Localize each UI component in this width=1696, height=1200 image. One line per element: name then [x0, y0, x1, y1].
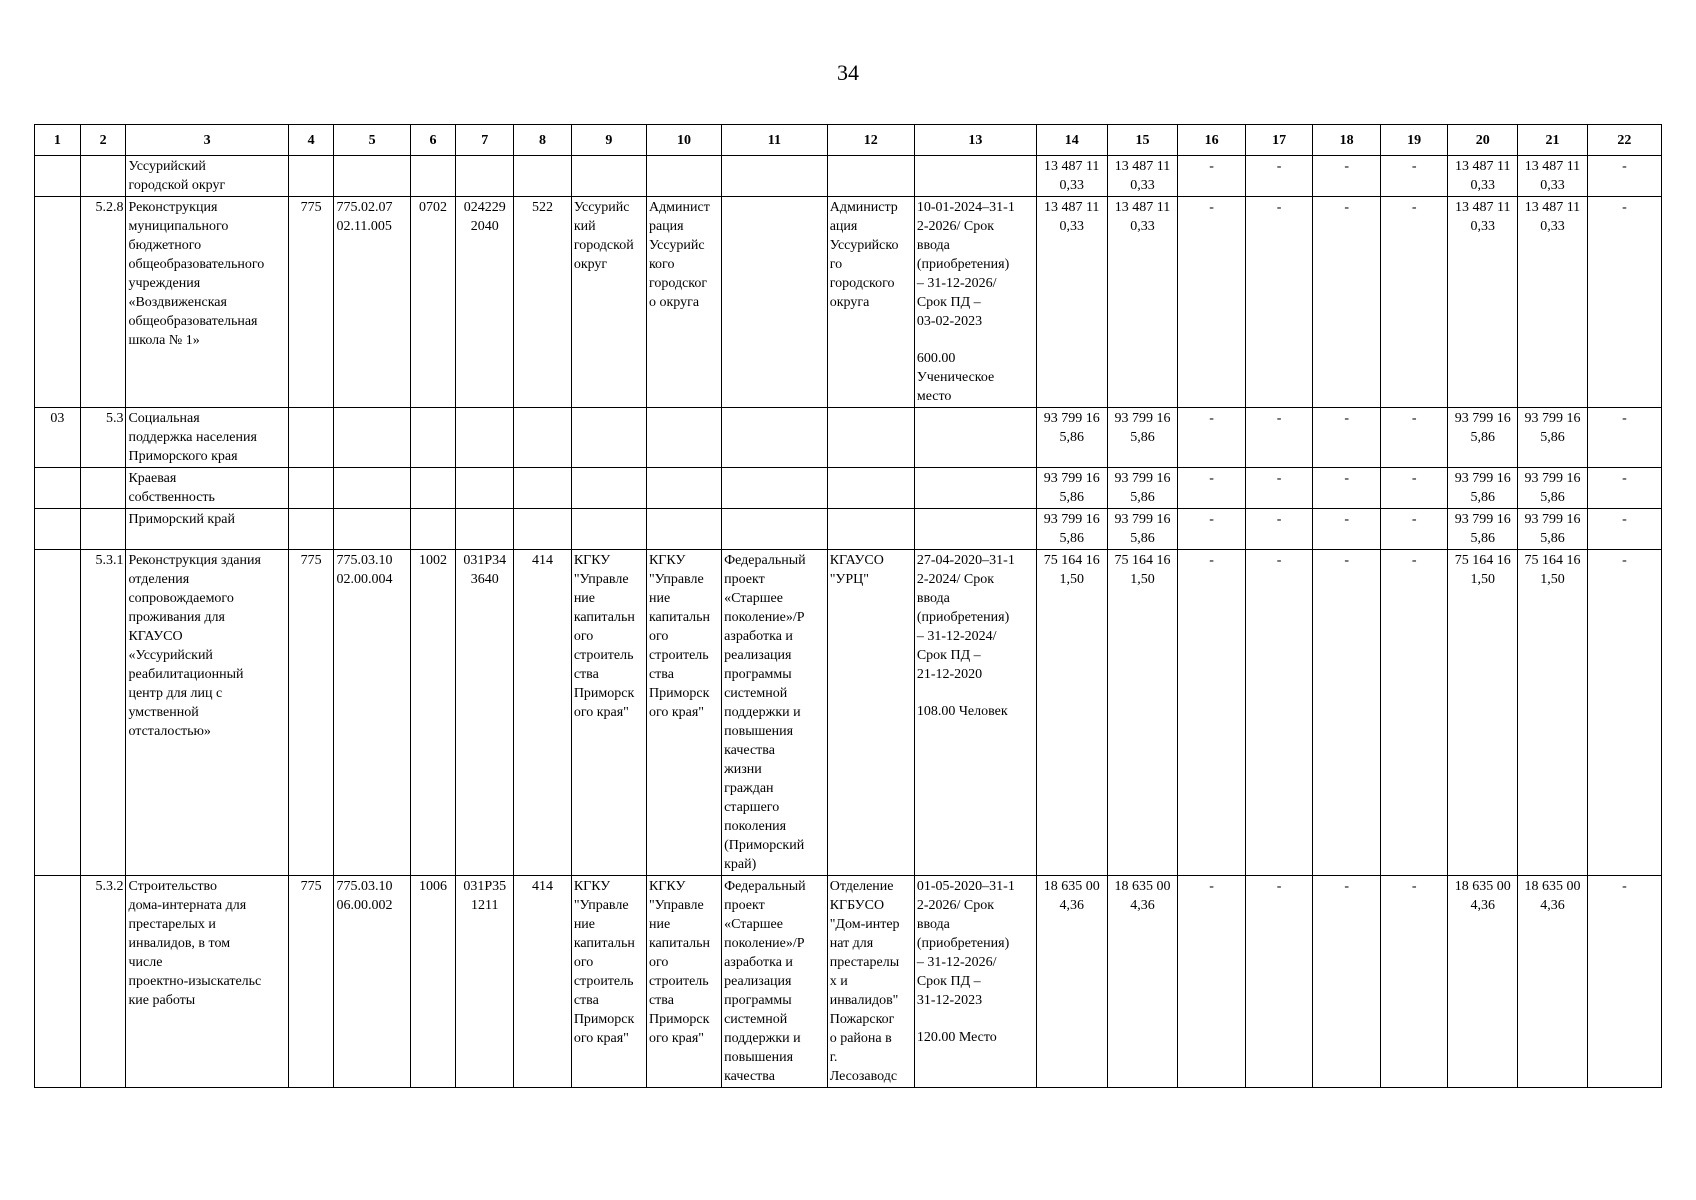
cell-col-4: 775: [288, 876, 334, 1088]
cell-col-13: [914, 550, 1036, 876]
cell-col-14: 93 799 16 5,86: [1036, 509, 1107, 550]
cell-col-10: [646, 408, 721, 468]
cell-col-11: [722, 156, 828, 197]
cell-capacity: 600.00 Ученическое место: [916, 351, 995, 404]
cell-col-19: -: [1380, 550, 1448, 876]
cell-col-17: -: [1245, 197, 1313, 408]
cell-col-18: -: [1313, 197, 1381, 408]
cell-col-22: -: [1587, 156, 1661, 197]
cell-col-22: -: [1587, 408, 1661, 468]
cell-col-10: КГКУ "Управле ние капитальн ого строитель ства Приморск ого края": [646, 876, 721, 1088]
cell-col-11: [722, 509, 828, 550]
column-header-20: 20: [1448, 125, 1518, 156]
cell-col-4: [288, 468, 334, 509]
cell-col-5: [334, 468, 410, 509]
cell-col-19: -: [1380, 468, 1448, 509]
cell-col-15: 93 799 16 5,86: [1107, 408, 1178, 468]
column-header-17: 17: [1245, 125, 1313, 156]
cell-col-16: -: [1178, 156, 1246, 197]
cell-col-19: -: [1380, 197, 1448, 408]
cell-col-2: 5.2.8: [80, 197, 126, 408]
cell-col-4: [288, 509, 334, 550]
table-row: [35, 156, 1662, 197]
cell-col-6: 0702: [410, 197, 456, 408]
cell-col-12: КГАУСО "УРЦ": [827, 550, 914, 876]
cell-col-4: [288, 408, 334, 468]
cell-col-14: 13 487 11 0,33: [1036, 156, 1107, 197]
cell-col-20: 18 635 00 4,36: [1448, 876, 1518, 1088]
cell-col-22: -: [1587, 468, 1661, 509]
cell-col-19: -: [1380, 509, 1448, 550]
cell-col-4: [288, 156, 334, 197]
cell-col-10: [646, 468, 721, 509]
column-header-5: 5: [334, 125, 410, 156]
cell-col-17: -: [1245, 156, 1313, 197]
cell-col-15: 93 799 16 5,86: [1107, 509, 1178, 550]
cell-col-19: -: [1380, 408, 1448, 468]
cell-col-3: Реконструкция здания отделения сопровождаемого проживания для КГАУСО «Уссурийский реабилитационный центр для лиц с умственной отсталостью»: [126, 550, 288, 876]
cell-col-5: [334, 509, 410, 550]
cell-col-18: -: [1313, 408, 1381, 468]
cell-col-16: -: [1178, 509, 1246, 550]
cell-col-21: 18 635 00 4,36: [1518, 876, 1588, 1088]
cell-col-12: [827, 468, 914, 509]
cell-col-7: 024229 2040: [456, 197, 514, 408]
cell-col-8: 414: [514, 550, 572, 876]
cell-col-7: 031Р35 1211: [456, 876, 514, 1088]
cell-col-6: [410, 468, 456, 509]
cell-col-10: Админист рация Уссурийс кого городског о округа: [646, 197, 721, 408]
table-row: [35, 408, 1662, 468]
cell-col-21: 93 799 16 5,86: [1518, 509, 1588, 550]
cell-col-8: 522: [514, 197, 572, 408]
cell-col-1: [35, 156, 81, 197]
column-header-3: 3: [126, 125, 288, 156]
column-header-11: 11: [722, 125, 828, 156]
cell-col-5: 775.02.07 02.11.005: [334, 197, 410, 408]
cell-col-9: Уссурийс кий городской округ: [571, 197, 646, 408]
cell-col-2: [80, 509, 126, 550]
cell-col-18: -: [1313, 550, 1381, 876]
cell-col-2: 5.3: [80, 408, 126, 468]
table-row: [35, 876, 1662, 1088]
cell-col-16: -: [1178, 468, 1246, 509]
cell-col-10: [646, 509, 721, 550]
cell-col-8: [514, 156, 572, 197]
column-header-2: 2: [80, 125, 126, 156]
cell-col-16: -: [1178, 408, 1246, 468]
cell-col-16: -: [1178, 550, 1246, 876]
cell-capacity: 120.00 Место: [916, 1030, 997, 1045]
cell-col-5: 775.03.10 02.00.004: [334, 550, 410, 876]
column-header-4: 4: [288, 125, 334, 156]
cell-col-20: 93 799 16 5,86: [1448, 468, 1518, 509]
cell-col-17: -: [1245, 468, 1313, 509]
cell-col-1: [35, 550, 81, 876]
cell-col-7: [456, 408, 514, 468]
cell-col-2: 5.3.2: [80, 876, 126, 1088]
cell-col-12: [827, 156, 914, 197]
cell-col-21: 13 487 11 0,33: [1518, 156, 1588, 197]
cell-col-19: -: [1380, 156, 1448, 197]
column-header-18: 18: [1313, 125, 1381, 156]
cell-col-9: [571, 468, 646, 509]
cell-col-21: 93 799 16 5,86: [1518, 408, 1588, 468]
column-header-9: 9: [571, 125, 646, 156]
table-row: [35, 509, 1662, 550]
cell-col-6: 1006: [410, 876, 456, 1088]
column-header-8: 8: [514, 125, 572, 156]
cell-col-14: 93 799 16 5,86: [1036, 468, 1107, 509]
cell-col-21: 13 487 11 0,33: [1518, 197, 1588, 408]
cell-col-3: Строительство дома-интерната для престарелых и инвалидов, в том числе проектно-изыскательс кие работы: [126, 876, 288, 1088]
cell-col-3: Уссурийский городской округ: [126, 156, 288, 197]
cell-col-13: [914, 468, 1036, 509]
cell-col-17: -: [1245, 408, 1313, 468]
cell-col-12: [827, 408, 914, 468]
cell-col-7: [456, 156, 514, 197]
cell-col-3: Приморский край: [126, 509, 288, 550]
cell-col-18: -: [1313, 876, 1381, 1088]
cell-col-14: 75 164 16 1,50: [1036, 550, 1107, 876]
cell-col-5: [334, 408, 410, 468]
cell-col-2: 5.3.1: [80, 550, 126, 876]
cell-col-2: [80, 156, 126, 197]
cell-col-11: Федеральный проект «Старшее поколение»/Р азработка и реализация программы системной поддержки и повышения качества жизни граждан старшего поколения (Приморский край): [722, 550, 828, 876]
cell-col-9: [571, 509, 646, 550]
cell-col-20: 13 487 11 0,33: [1448, 156, 1518, 197]
cell-col-15: 93 799 16 5,86: [1107, 468, 1178, 509]
column-header-13: 13: [914, 125, 1036, 156]
cell-col-22: -: [1587, 876, 1661, 1088]
column-header-19: 19: [1380, 125, 1448, 156]
cell-col-15: 75 164 16 1,50: [1107, 550, 1178, 876]
cell-col-3: Реконструкция муниципального бюджетного общеобразовательного учреждения «Воздвиженская общеобразовательная школа № 1»: [126, 197, 288, 408]
cell-col-10: [646, 156, 721, 197]
cell-col-4: 775: [288, 197, 334, 408]
cell-col-11: [722, 408, 828, 468]
cell-col-8: 414: [514, 876, 572, 1088]
table-body: [35, 156, 1662, 1088]
table-row: [35, 197, 1662, 408]
cell-dates: 10-01-2024–31-1 2-2026/ Срок ввода (приобретения) – 31-12-2026/ Срок ПД – 03-02-2023: [916, 200, 1015, 329]
page-number: 34: [837, 60, 859, 85]
cell-col-13: [914, 408, 1036, 468]
cell-col-8: [514, 468, 572, 509]
cell-col-14: 13 487 11 0,33: [1036, 197, 1107, 408]
column-header-6: 6: [410, 125, 456, 156]
cell-capacity: 108.00 Человек: [916, 704, 1008, 719]
cell-col-6: 1002: [410, 550, 456, 876]
cell-col-20: 13 487 11 0,33: [1448, 197, 1518, 408]
cell-col-22: -: [1587, 197, 1661, 408]
cell-col-11: [722, 468, 828, 509]
cell-col-7: 031Р34 3640: [456, 550, 514, 876]
cell-col-5: [334, 156, 410, 197]
column-header-12: 12: [827, 125, 914, 156]
cell-col-11: Федеральный проект «Старшее поколение»/Р азработка и реализация программы системной поддержки и повышения качества: [722, 876, 828, 1088]
cell-col-13: [914, 876, 1036, 1088]
cell-col-4: 775: [288, 550, 334, 876]
cell-col-12: Администр ация Уссурийско го городского округа: [827, 197, 914, 408]
cell-col-1: [35, 197, 81, 408]
cell-col-8: [514, 408, 572, 468]
cell-col-7: [456, 509, 514, 550]
table-row: [35, 550, 1662, 876]
cell-col-19: -: [1380, 876, 1448, 1088]
cell-col-17: -: [1245, 550, 1313, 876]
cell-col-17: -: [1245, 509, 1313, 550]
cell-col-2: [80, 468, 126, 509]
cell-col-22: -: [1587, 509, 1661, 550]
cell-col-5: 775.03.10 06.00.002: [334, 876, 410, 1088]
cell-col-1: [35, 468, 81, 509]
cell-col-6: [410, 509, 456, 550]
cell-col-11: [722, 197, 828, 408]
column-header-21: 21: [1518, 125, 1588, 156]
cell-col-1: [35, 509, 81, 550]
cell-col-3: Социальная поддержка населения Приморского края: [126, 408, 288, 468]
cell-col-6: [410, 156, 456, 197]
cell-col-3: Краевая собственность: [126, 468, 288, 509]
data-table: [34, 124, 1662, 1088]
cell-col-20: 93 799 16 5,86: [1448, 509, 1518, 550]
cell-col-22: -: [1587, 550, 1661, 876]
cell-col-1: 03: [35, 408, 81, 468]
cell-col-15: 13 487 11 0,33: [1107, 156, 1178, 197]
cell-col-18: -: [1313, 509, 1381, 550]
cell-col-15: 13 487 11 0,33: [1107, 197, 1178, 408]
cell-col-12: Отделение КГБУСО "Дом-интер нат для престарелы х и инвалидов" Пожарског о района в г. Лесозаводс: [827, 876, 914, 1088]
cell-col-16: -: [1178, 197, 1246, 408]
column-header-10: 10: [646, 125, 721, 156]
cell-col-6: [410, 408, 456, 468]
column-header-7: 7: [456, 125, 514, 156]
cell-col-8: [514, 509, 572, 550]
column-header-1: 1: [35, 125, 81, 156]
column-header-22: 22: [1587, 125, 1661, 156]
cell-col-9: [571, 156, 646, 197]
cell-col-17: -: [1245, 876, 1313, 1088]
cell-col-14: 93 799 16 5,86: [1036, 408, 1107, 468]
cell-col-21: 75 164 16 1,50: [1518, 550, 1588, 876]
cell-col-18: -: [1313, 468, 1381, 509]
column-header-14: 14: [1036, 125, 1107, 156]
cell-col-13: [914, 197, 1036, 408]
column-header-16: 16: [1178, 125, 1246, 156]
cell-col-20: 75 164 16 1,50: [1448, 550, 1518, 876]
cell-col-9: КГКУ "Управле ние капитальн ого строитель ства Приморск ого края": [571, 876, 646, 1088]
cell-col-9: [571, 408, 646, 468]
cell-dates: 27-04-2020–31-1 2-2024/ Срок ввода (приобретения) – 31-12-2024/ Срок ПД – 21-12-2020: [916, 553, 1015, 682]
cell-col-15: 18 635 00 4,36: [1107, 876, 1178, 1088]
cell-col-16: -: [1178, 876, 1246, 1088]
cell-col-9: КГКУ "Управле ние капитальн ого строитель ства Приморск ого края": [571, 550, 646, 876]
cell-col-20: 93 799 16 5,86: [1448, 408, 1518, 468]
column-header-15: 15: [1107, 125, 1178, 156]
cell-dates: 01-05-2020–31-1 2-2026/ Срок ввода (приобретения) – 31-12-2026/ Срок ПД – 31-12-2023: [916, 879, 1015, 1008]
cell-col-13: [914, 156, 1036, 197]
table-row: [35, 468, 1662, 509]
header-row: [35, 125, 1662, 156]
cell-col-12: [827, 509, 914, 550]
cell-col-18: -: [1313, 156, 1381, 197]
cell-col-14: 18 635 00 4,36: [1036, 876, 1107, 1088]
cell-col-13: [914, 509, 1036, 550]
cell-col-7: [456, 468, 514, 509]
cell-col-10: КГКУ "Управле ние капитальн ого строитель ства Приморск ого края": [646, 550, 721, 876]
cell-col-21: 93 799 16 5,86: [1518, 468, 1588, 509]
cell-col-1: [35, 876, 81, 1088]
